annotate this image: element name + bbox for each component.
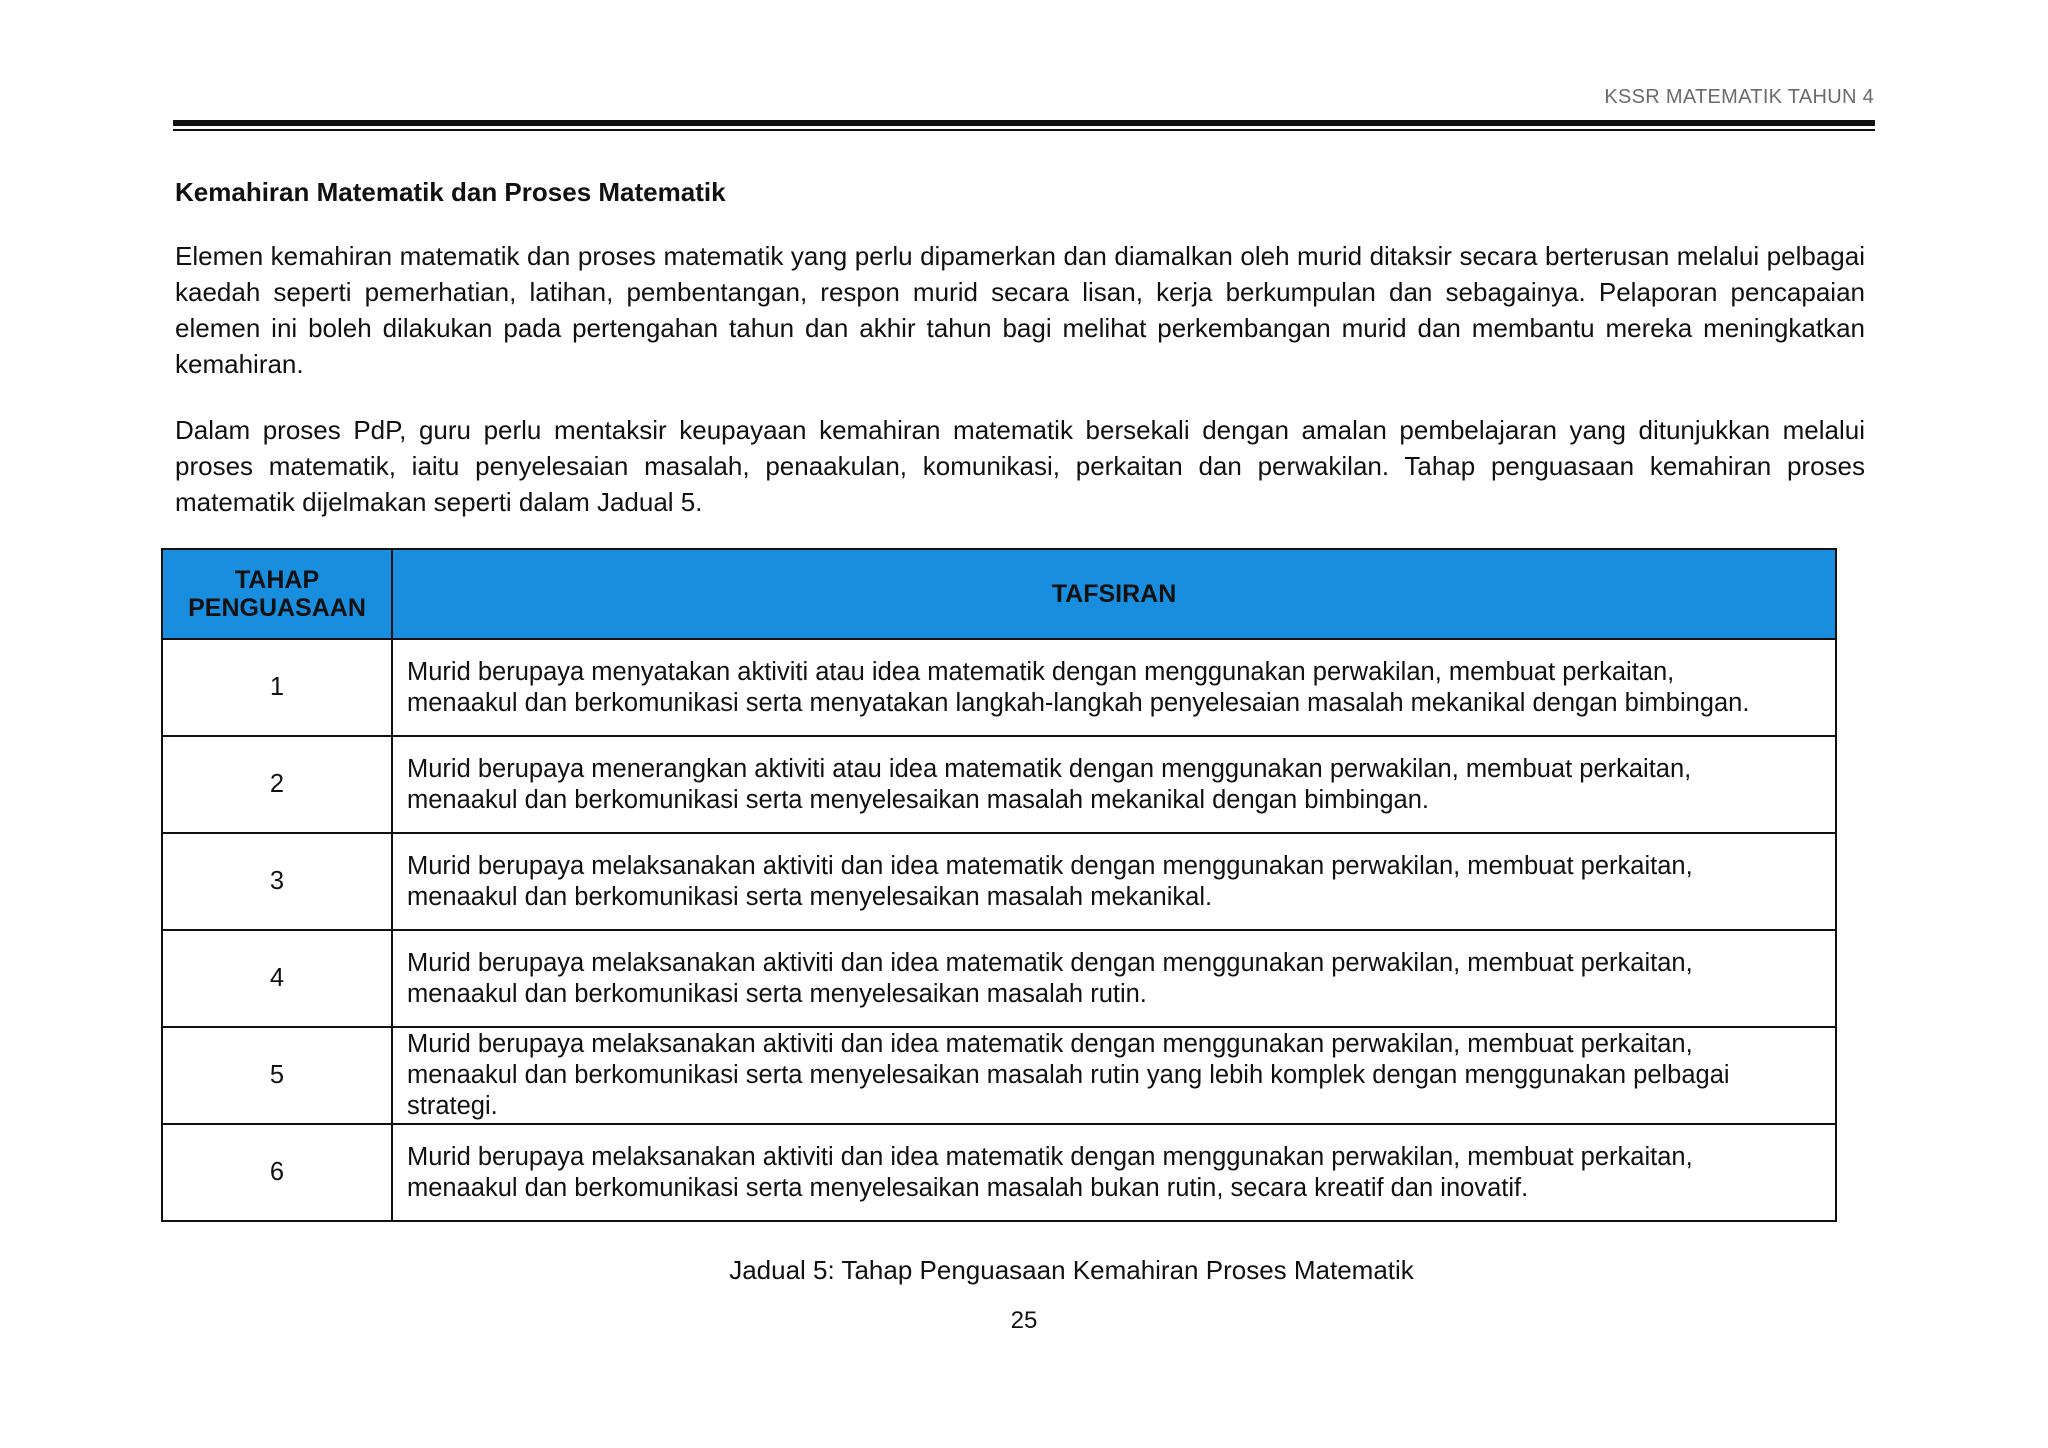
page-number: 25 [1010,1307,1038,1334]
description-cell [392,639,1836,736]
header-level-line2: PENGUASAAN [188,594,366,622]
description-line: Murid berupaya melaksanakan aktiviti dan idea matematik dengan menggunakan perwakilan, membuat perkaitan, [407,1030,1693,1058]
table-row [162,1027,1836,1124]
description-cell [392,833,1836,930]
header-level-line1: TAHAP [234,566,320,594]
table-row [162,1124,1836,1221]
description-line: menaakul dan berkomunikasi serta menyelesaikan masalah rutin. [407,979,1147,1008]
description-line: menaakul dan berkomunikasi serta menyelesaikan masalah bukan rutin, secara kreatif dan inovatif. [407,1173,1529,1202]
table-row [162,833,1836,930]
table-row [162,736,1836,833]
level-cell: 3 [162,833,392,930]
description-cell [392,736,1836,833]
description-line: menaakul dan berkomunikasi serta menyatakan langkah-langkah penyelesaian masalah mekanikal dengan bimbingan. [407,688,1750,717]
description-cell [392,1124,1836,1221]
level-cell: 1 [162,639,392,736]
description-line: Murid berupaya menyatakan aktiviti atau idea matematik dengan menggunakan perwakilan, membuat perkaitan, [407,657,1675,686]
description-cell [392,1027,1836,1124]
paragraph-2: Dalam proses PdP, guru perlu mentaksir keupayaan kemahiran matematik bersekali dengan amalan pembelajaran yang ditunjukkan melalui proses matematik, iaitu penyelesaian masalah, penaakulan, komunikasi, perkaitan dan perwakilan. Tahap penguasaan kemahiran proses matematik dijelmakan seperti dalam Jadual 5. [175,415,1865,517]
description-line: menaakul dan berkomunikasi serta menyelesaikan masalah mekanikal. [407,882,1213,911]
description-line: Murid berupaya melaksanakan aktiviti dan idea matematik dengan menggunakan perwakilan, membuat perkaitan, [407,851,1693,880]
level-cell: 4 [162,930,392,1027]
description-line: Murid berupaya melaksanakan aktiviti dan idea matematik dengan menggunakan perwakilan, membuat perkaitan, [407,948,1693,977]
header-rule-thin [173,129,1875,131]
header-level [162,549,392,639]
description-cell [392,930,1836,1027]
description-line: strategi. [407,1092,498,1120]
paragraph-1: Elemen kemahiran matematik dan proses matematik yang perlu dipamerkan dan diamalkan oleh murid ditaksir secara berterusan melalui pelbagai kaedah seperti pemerhatian, latihan, pembentangan, respon murid secara lisan, kerja berkumpulan dan sebagainya. Pelaporan pencapaian elemen ini boleh dilakukan pada pertengahan tahun dan akhir tahun bagi melihat perkembangan murid dan membantu mereka meningkatkan kemahiran. [175,241,1865,379]
table-caption: Jadual 5: Tahap Penguasaan Kemahiran Proses Matematik [729,1255,1414,1285]
description-line: menaakul dan berkomunikasi serta menyelesaikan masalah mekanikal dengan bimbingan. [407,785,1430,814]
header-interpretation: TAFSIRAN [392,549,1836,639]
section-title: Kemahiran Matematik dan Proses Matematik [175,177,726,207]
description-line: Murid berupaya melaksanakan aktiviti dan idea matematik dengan menggunakan perwakilan, membuat perkaitan, [407,1142,1693,1171]
table-row [162,930,1836,1027]
level-cell: 6 [162,1124,392,1221]
table-header-row [162,549,1836,639]
mastery-level-table [161,548,1837,1222]
level-cell: 2 [162,736,392,833]
level-cell: 5 [162,1027,392,1124]
description-line: Murid berupaya menerangkan aktiviti atau idea matematik dengan menggunakan perwakilan, membuat perkaitan, [407,754,1692,783]
table-row [162,639,1836,736]
header-rule-thick [173,120,1875,126]
running-header: KSSR MATEMATIK TAHUN 4 [1604,86,1874,108]
description-line: menaakul dan berkomunikasi serta menyelesaikan masalah rutin yang lebih komplek dengan menggunakan pelbagai [407,1061,1730,1089]
